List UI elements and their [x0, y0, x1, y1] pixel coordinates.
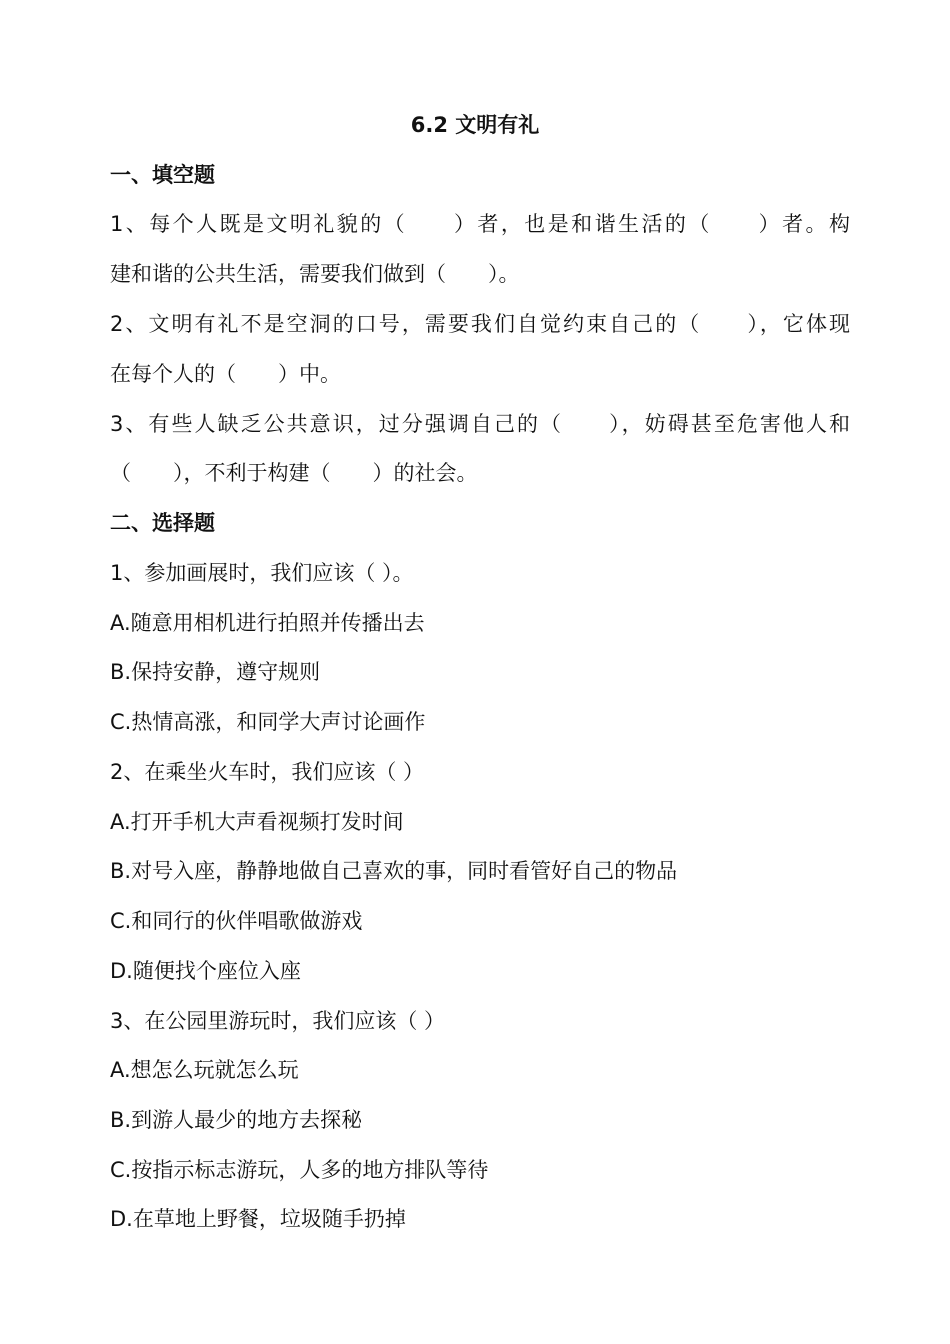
question-line: 在每个人的（ ）中。: [110, 362, 341, 386]
question-line: （ ），不利于构建（ ）的社会。: [110, 461, 478, 485]
question-stem: 1、参加画展时，我们应该（ ）。: [110, 561, 414, 585]
question-stem: 3、在公园里游玩时，我们应该（ ）: [110, 1009, 446, 1033]
answer-option: B.对号入座，静静地做自己喜欢的事，同时看管好自己的物品: [110, 859, 678, 883]
page-title: 6.2 文明有礼: [410, 113, 540, 137]
section-heading-fill-blank: 一、填空题: [110, 163, 215, 187]
answer-option: A.想怎么玩就怎么玩: [110, 1058, 299, 1082]
answer-option: C.和同行的伙伴唱歌做游戏: [110, 909, 363, 933]
answer-option: B.到游人最少的地方去探秘: [110, 1108, 363, 1132]
answer-option: C.按指示标志游玩，人多的地方排队等待: [110, 1158, 489, 1182]
answer-option: A.随意用相机进行拍照并传播出去: [110, 611, 425, 635]
question-line: 建和谐的公共生活，需要我们做到（ ）。: [110, 262, 520, 286]
answer-option: D.随便找个座位入座: [110, 959, 301, 983]
answer-option: D.在草地上野餐，垃圾随手扔掉: [110, 1207, 406, 1231]
question-line: 1、每个人既是文明礼貌的（ ）者，也是和谐生活的（ ）者。构: [110, 212, 850, 236]
answer-option: B.保持安静，遵守规则: [110, 660, 321, 684]
question-stem: 2、在乘坐火车时，我们应该（ ）: [110, 760, 425, 784]
answer-option: C.热情高涨，和同学大声讨论画作: [110, 710, 426, 734]
question-line: 3、有些人缺乏公共意识，过分强调自己的（ ），妨碍甚至危害他人和: [110, 412, 850, 436]
question-line: 2、文明有礼不是空洞的口号，需要我们自觉约束自己的（ ），它体现: [110, 312, 850, 336]
answer-option: A.打开手机大声看视频打发时间: [110, 810, 404, 834]
section-heading-multiple-choice: 二、选择题: [110, 511, 215, 535]
